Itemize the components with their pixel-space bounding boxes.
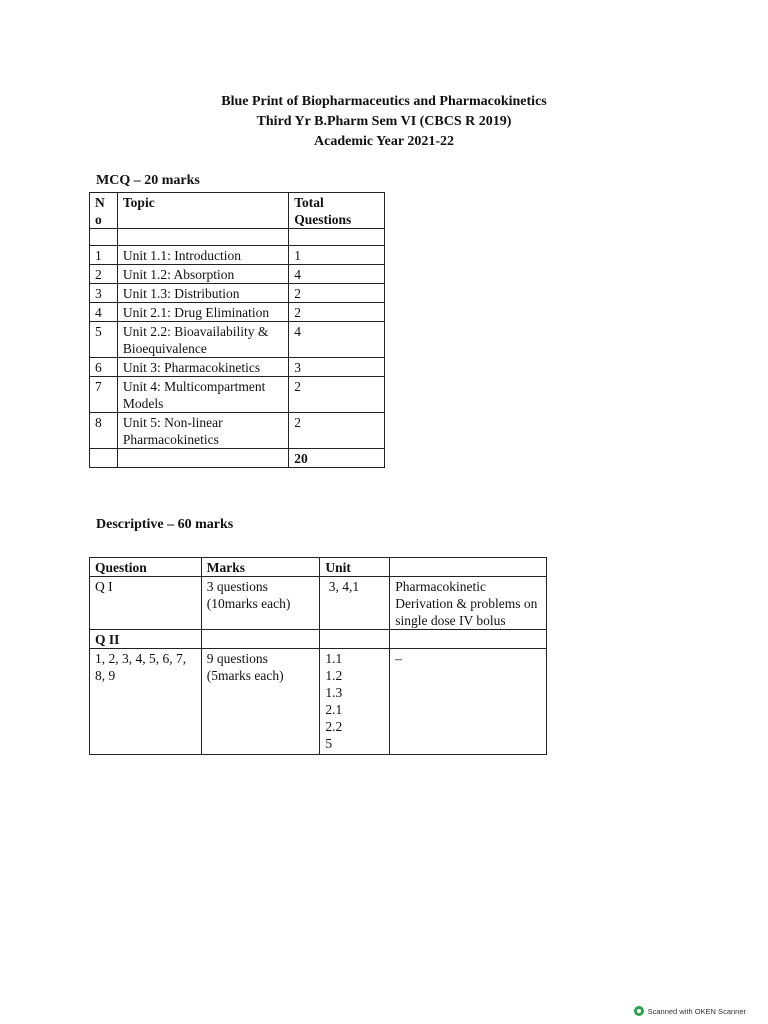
desc-marks: 9 questions (5marks each) (201, 649, 320, 755)
desc-question: Q I (90, 577, 202, 630)
table-row (90, 413, 385, 449)
mcq-topic: Unit 2.2: Bioavailability & Bioequivalence (117, 322, 288, 358)
mcq-total: 4 (289, 265, 385, 284)
mcq-col-topic: Topic (117, 193, 288, 229)
table-row (90, 358, 385, 377)
table-row (90, 284, 385, 303)
mcq-no: 5 (90, 322, 118, 358)
descriptive-heading: Descriptive – 60 marks (96, 517, 234, 532)
mcq-col-total: Total Questions (289, 193, 385, 229)
desc-question: 1, 2, 3, 4, 5, 6, 7, 8, 9 (90, 649, 202, 755)
mcq-total: 1 (289, 246, 385, 265)
mcq-total: 2 (289, 303, 385, 322)
mcq-topic: Unit 5: Non-linear Pharmacokinetics (117, 413, 288, 449)
title-line-3: Academic Year 2021-22 (314, 134, 454, 149)
table-row (90, 322, 385, 358)
desc-col-note (390, 558, 547, 577)
desc-unit: 5 (325, 736, 333, 751)
desc-col-question: Question (90, 558, 202, 577)
desc-col-marks: Marks (201, 558, 320, 577)
desc-note: Pharmacokinetic Derivation & problems on single dose IV bolus (390, 577, 547, 630)
mcq-header-row (90, 193, 385, 229)
table-row (90, 377, 385, 413)
title-line-2: Third Yr B.Pharm Sem VI (CBCS R 2019) (256, 114, 512, 129)
mcq-total: 2 (289, 377, 385, 413)
scanner-watermark (634, 1006, 746, 1016)
table-row (90, 265, 385, 284)
mcq-no: 4 (90, 303, 118, 322)
mcq-no: 3 (90, 284, 118, 303)
desc-unit-list (320, 649, 390, 755)
mcq-total-row (90, 449, 385, 468)
desc-unit: 1.1 (325, 651, 343, 666)
mcq-total: 2 (289, 284, 385, 303)
mcq-spacer-row (90, 229, 385, 246)
desc-unit: 1.2 (325, 668, 343, 683)
mcq-no: 7 (90, 377, 118, 413)
mcq-topic: Unit 4: Multicompartment Models (117, 377, 288, 413)
desc-unit: 3, 4,1 (320, 577, 390, 630)
table-row (90, 303, 385, 322)
desc-qii-label: Q II (90, 630, 202, 649)
mcq-col-no: N o (90, 193, 118, 229)
desc-unit: 1.3 (325, 685, 343, 700)
desc-col-unit: Unit (320, 558, 390, 577)
mcq-no: 2 (90, 265, 118, 284)
table-row (90, 577, 547, 630)
mcq-topic: Unit 3: Pharmacokinetics (117, 358, 288, 377)
mcq-grand-total: 20 (289, 449, 385, 468)
mcq-topic: Unit 2.1: Drug Elimination (117, 303, 288, 322)
desc-marks: 3 questions (10marks each) (201, 577, 320, 630)
mcq-no: 8 (90, 413, 118, 449)
desc-note: – (390, 649, 547, 755)
desc-qii-row (90, 630, 547, 649)
mcq-topic: Unit 1.3: Distribution (117, 284, 288, 303)
mcq-total: 3 (289, 358, 385, 377)
mcq-topic: Unit 1.1: Introduction (117, 246, 288, 265)
desc-unit: 2.1 (325, 702, 343, 717)
scanner-text: Scanned with OKEN Scanner (647, 1006, 746, 1016)
mcq-heading: MCQ – 20 marks (96, 173, 200, 188)
table-row (90, 649, 547, 755)
mcq-no: 1 (90, 246, 118, 265)
desc-header-row (90, 558, 547, 577)
table-row (90, 246, 385, 265)
descriptive-table (89, 557, 547, 755)
title-line-1: Blue Print of Biopharmaceutics and Pharmacokinetics (221, 94, 547, 109)
mcq-total: 2 (289, 413, 385, 449)
mcq-no: 6 (90, 358, 118, 377)
desc-unit: 2.2 (325, 719, 343, 734)
mcq-total: 4 (289, 322, 385, 358)
document-title (0, 92, 768, 152)
mcq-topic: Unit 1.2: Absorption (117, 265, 288, 284)
mcq-table (89, 192, 385, 468)
scanner-logo-icon (634, 1006, 644, 1016)
